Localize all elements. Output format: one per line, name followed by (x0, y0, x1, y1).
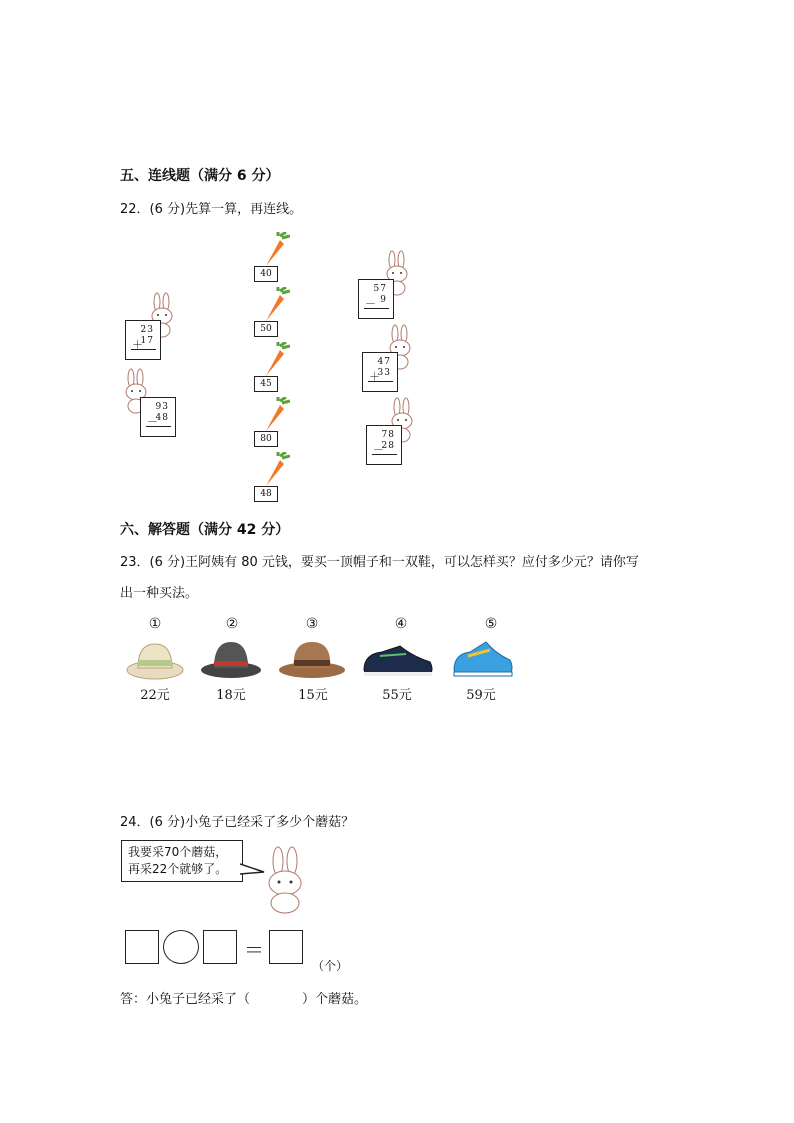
carrot-icon (260, 287, 290, 323)
addition-card-2 (362, 352, 398, 392)
card-bottom-number: 33 (377, 368, 391, 378)
card-top-number: 57 (373, 284, 387, 294)
item-price-4: 55元 (382, 688, 412, 703)
question-23-line2: 出一种买法。 (120, 586, 199, 601)
fedora-hat-icon (278, 636, 346, 682)
card-top-number: 78 (381, 430, 395, 440)
answer-line: 答：小兔子已经采了（ ）个蘑菇。 (120, 992, 368, 1007)
card-operator: － (373, 443, 384, 456)
item-price-3: 15元 (298, 688, 328, 703)
bowler-hat-icon (200, 638, 262, 682)
carrot-number-4: 80 (254, 431, 278, 447)
question-24: 24．(6 分)小兔子已经采了多少个蘑菇？ (120, 815, 355, 830)
card-top-number: 23 (140, 325, 154, 335)
subtraction-card-3 (366, 425, 402, 465)
card-bottom-number: 28 (381, 441, 395, 451)
addition-card-1 (125, 320, 161, 360)
carrot-icon (260, 342, 290, 378)
card-operator: ＋ (369, 370, 380, 383)
carrot-number-1: 40 (254, 266, 278, 282)
carrot-icon (260, 452, 290, 488)
answer-box-result[interactable] (269, 930, 303, 964)
subtraction-card-1 (140, 397, 176, 437)
card-bottom-number: 48 (155, 413, 169, 423)
item-price-1: 22元 (140, 688, 170, 703)
bubble-line-2: 再采22个就够了。 (128, 862, 228, 876)
card-bottom-number: 9 (380, 295, 387, 305)
answer-box-1[interactable] (125, 930, 159, 964)
card-operator: － (147, 415, 158, 428)
bubble-line-1: 我要采70个蘑菇， (128, 845, 228, 859)
carrot-icon (260, 232, 290, 268)
straw-hat-icon (126, 638, 184, 682)
carrot-number-3: 45 (254, 376, 278, 392)
question-22: 22．(6 分)先算一算，再连线。 (120, 202, 303, 217)
carrot-number-2: 50 (254, 321, 278, 337)
rabbit-icon (262, 845, 308, 915)
operator-circle[interactable] (163, 930, 199, 964)
section5-title: 五、连线题（满分 6 分） (120, 168, 280, 184)
card-operator: － (365, 297, 376, 310)
item-number-5: ⑤ (484, 616, 498, 632)
carrot-icon (260, 397, 290, 433)
item-price-5: 59元 (466, 688, 496, 703)
question-23-line1: 23．(6 分)王阿姨有 80 元钱，要买一顶帽子和一双鞋，可以怎样买？应付多少元？请你写 (120, 555, 639, 570)
item-number-4: ④ (394, 616, 408, 632)
item-number-3: ③ (305, 616, 319, 632)
carrot-number-5: 48 (254, 486, 278, 502)
card-bottom-number: 17 (140, 336, 154, 346)
card-top-number: 47 (377, 357, 391, 367)
blue-sneaker-icon (450, 632, 514, 682)
card-operator: ＋ (132, 338, 143, 351)
speech-bubble (121, 840, 243, 882)
item-price-2: 18元 (216, 688, 246, 703)
dark-sneaker-icon (360, 640, 434, 680)
subtraction-card-2 (358, 279, 394, 319)
card-top-number: 93 (155, 402, 169, 412)
equals-sign: ＝ (244, 938, 264, 962)
answer-box-2[interactable] (203, 930, 237, 964)
item-number-2: ② (225, 616, 239, 632)
unit-label: （个） (312, 959, 349, 973)
item-number-1: ① (148, 616, 162, 632)
section6-title: 六、解答题（满分 42 分） (120, 522, 290, 538)
